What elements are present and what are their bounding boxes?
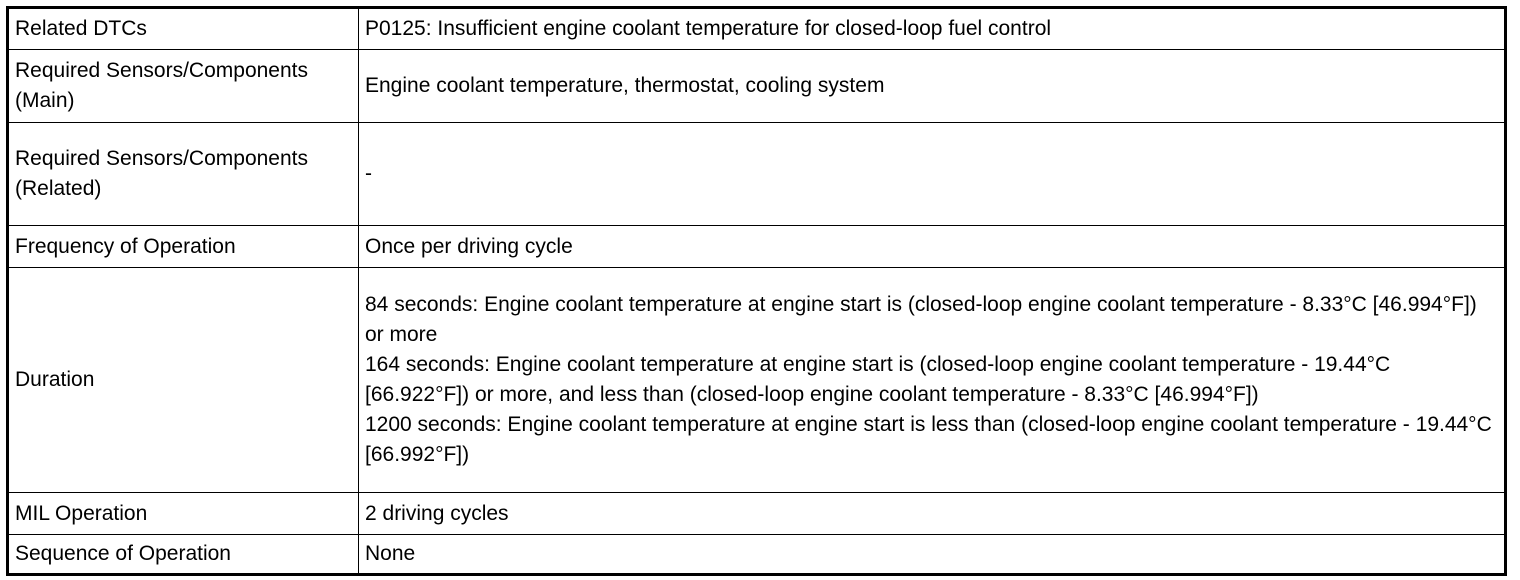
row-label: Frequency of Operation (8, 226, 359, 268)
duration-line-84s: 84 seconds: Engine coolant temperature at engine start is (closed-loop engine coolant temperature - 8.33°C [46.994°F]) or more (365, 293, 1477, 346)
row-value: Engine coolant temperature, thermostat, cooling system (359, 50, 1506, 123)
row-value: P0125: Insufficient engine coolant temperature for closed-loop fuel control (359, 8, 1506, 50)
duration-line-164s: 164 seconds: Engine coolant temperature at engine start is (closed-loop engine coolant temperature - 19.44°C [66.922°F]) or more, and less than (closed-loop engine coolant temperature - 8.33°C [46.994°F]) (365, 353, 1391, 406)
row-value: Once per driving cycle (359, 226, 1506, 268)
row-label: Related DTCs (8, 8, 359, 50)
table-row-related-dtcs (8, 8, 1506, 50)
row-value: 2 driving cycles (359, 493, 1506, 535)
row-label: MIL Operation (8, 493, 359, 535)
table-row-sequence (8, 535, 1506, 575)
row-value-duration (359, 268, 1506, 493)
table-row-frequency (8, 226, 1506, 268)
row-label: Duration (8, 268, 359, 493)
row-label: Required Sensors/Components (Related) (8, 123, 359, 226)
row-value: None (359, 535, 1506, 575)
table-row-required-main (8, 50, 1506, 123)
duration-line-1200s: 1200 seconds: Engine coolant temperature at engine start is less than (closed-loop engine coolant temperature - 19.44°C [66.992°F]) (365, 413, 1492, 466)
row-value: - (359, 123, 1506, 226)
table-row-duration (8, 268, 1506, 493)
table-row-mil-operation (8, 493, 1506, 535)
dtc-spec-table (6, 6, 1507, 576)
row-label: Sequence of Operation (8, 535, 359, 575)
table-row-required-related (8, 123, 1506, 226)
row-label: Required Sensors/Components (Main) (8, 50, 359, 123)
